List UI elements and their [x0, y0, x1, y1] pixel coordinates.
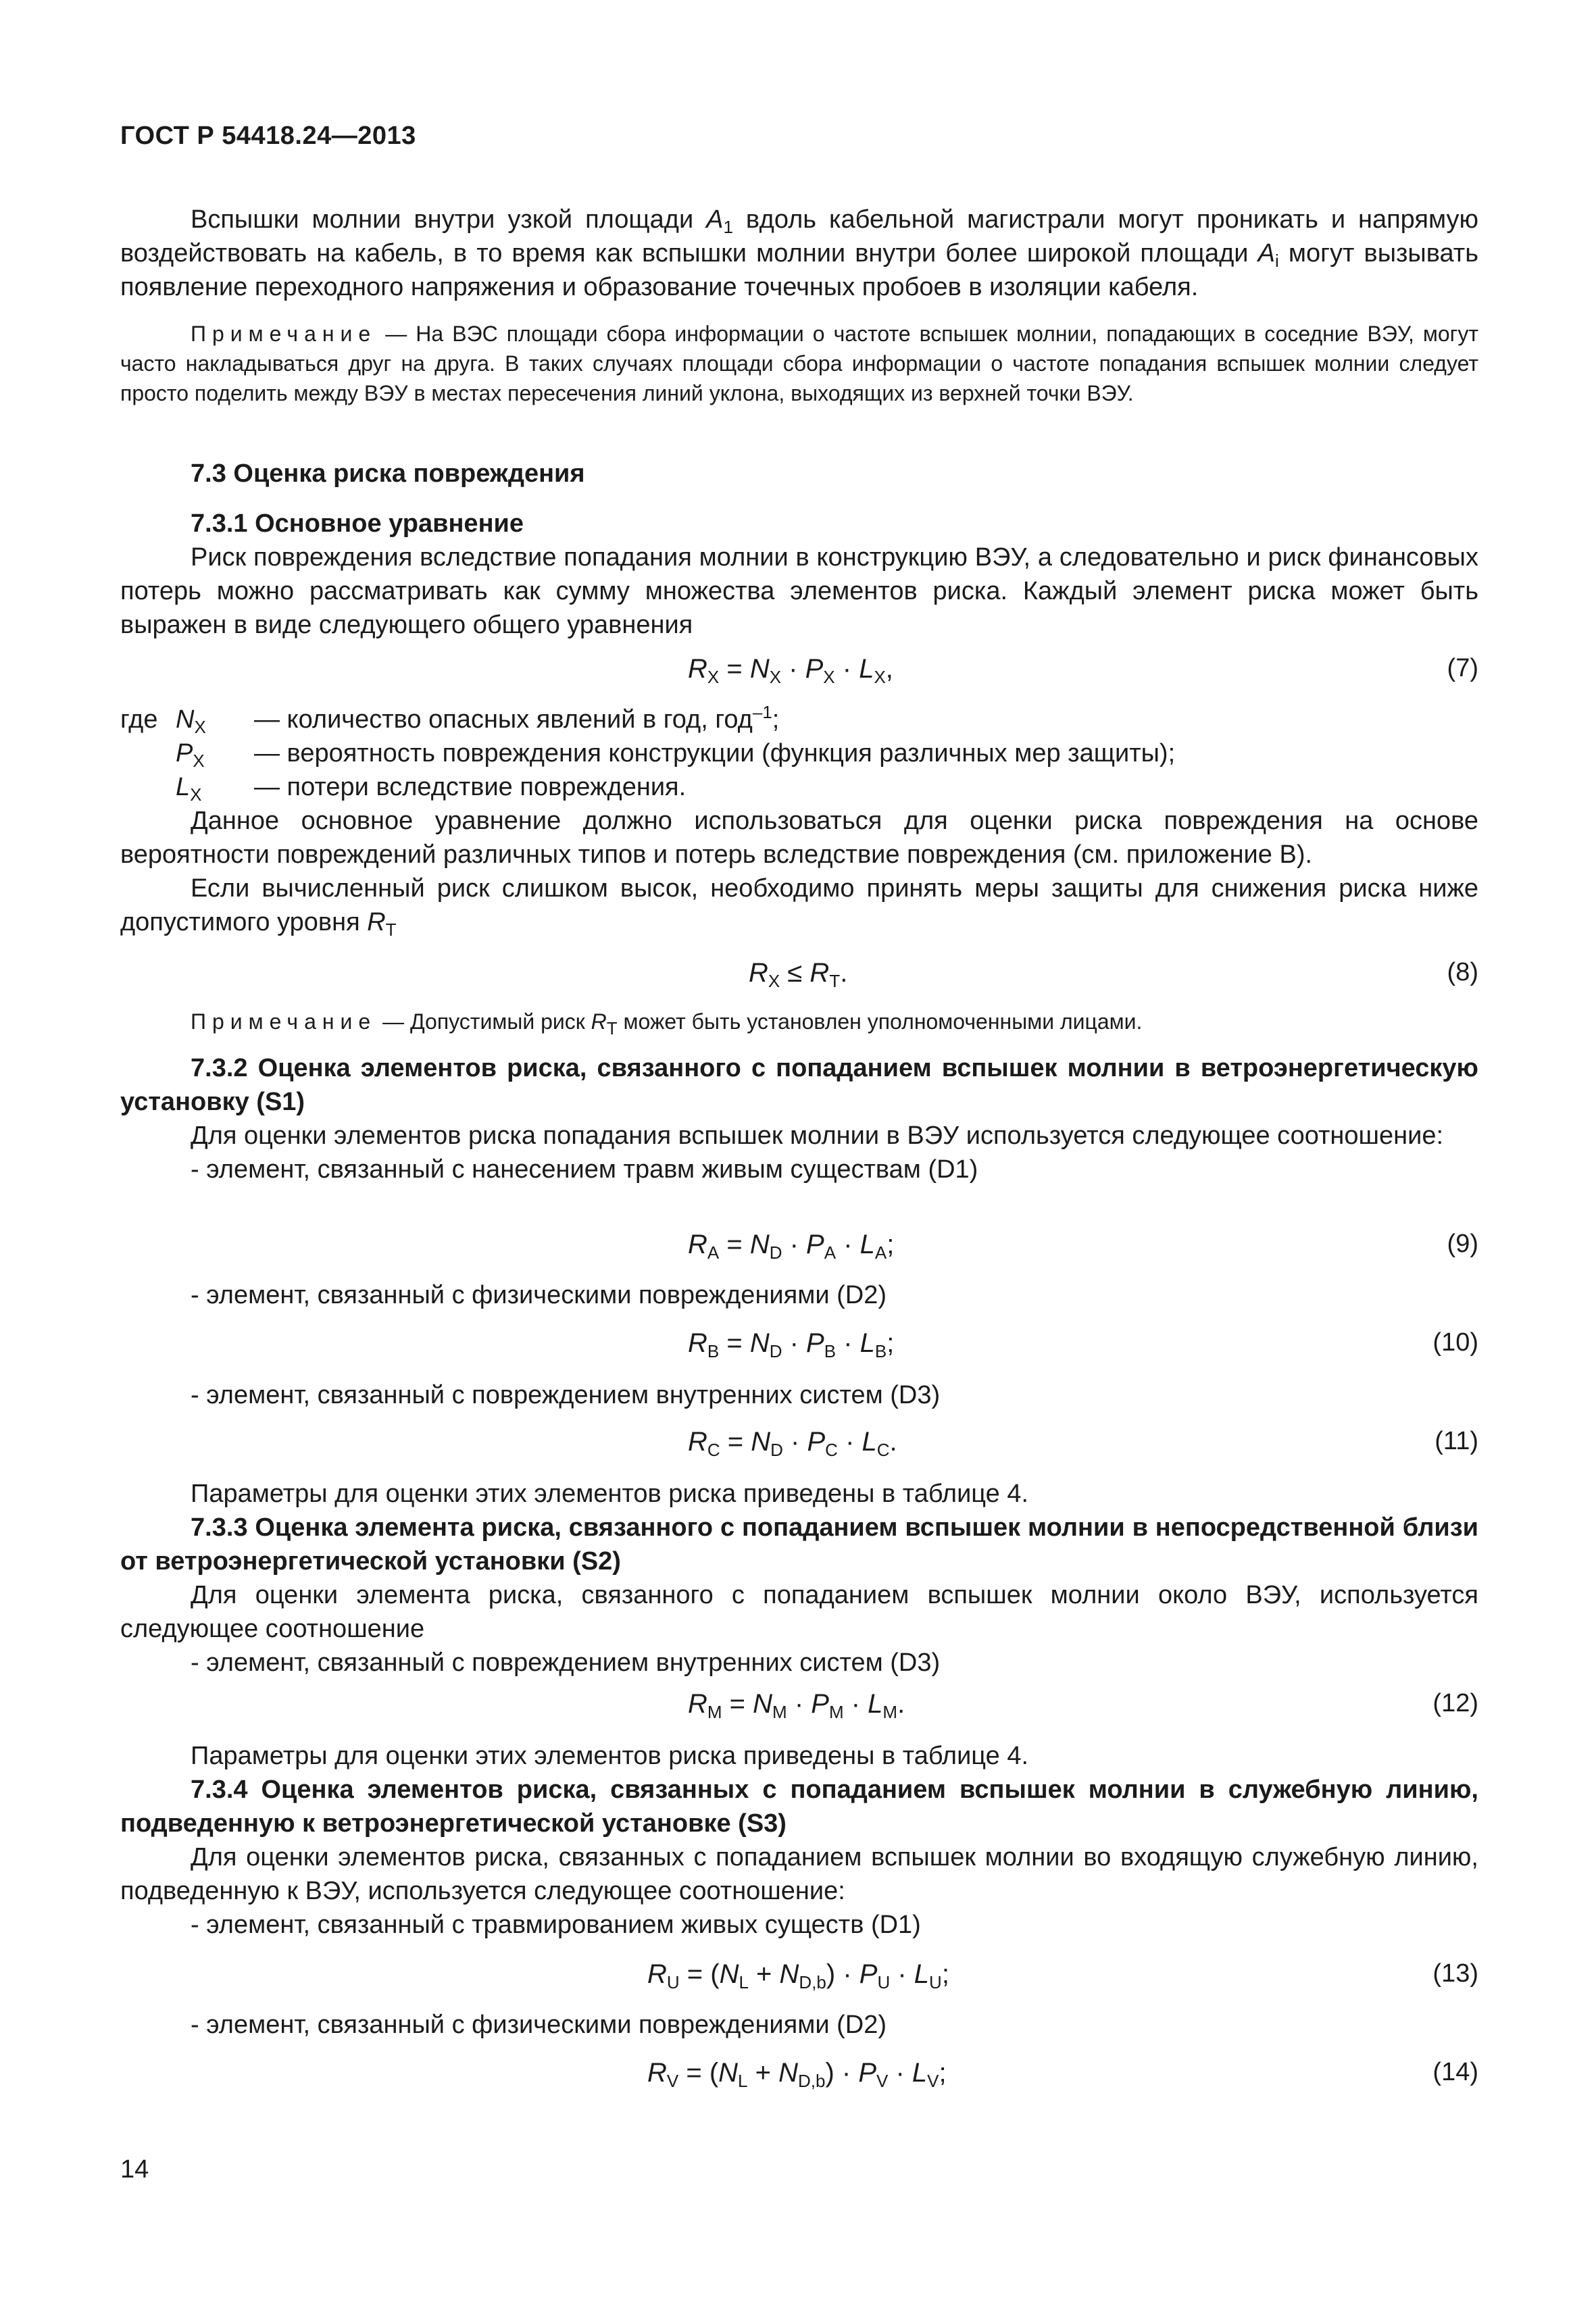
- document-header: ГОСТ Р 54418.24—2013: [120, 122, 416, 150]
- equation-7: $R_X = N_X \cdot P_X \cdot L_X$, (7): [688, 654, 1478, 687]
- equation-13-number: (13): [1432, 1959, 1478, 1988]
- list-item-s3-d1: - элемент, связанный с травмированием живых существ (D1): [191, 1911, 921, 1939]
- list-item-d1: - элемент, связанный с нанесением травм живым существам (D1): [191, 1155, 978, 1184]
- section-7-3-3-title: 7.3.3 Оценка элемента риска, связанного с попаданием вспышек молнии в непосредственной близи от ветроэнергетической установки (S2): [120, 1513, 1478, 1576]
- equation-10: $R_B = N_D \cdot P_B \cdot L_B$; (10): [688, 1328, 1478, 1361]
- equation-7-number: (7): [1447, 654, 1478, 682]
- variable-definitions: [120, 703, 1478, 804]
- note-2-block: [120, 1007, 1478, 1036]
- section-7-3-4-title: 7.3.4 Оценка элементов риска, связанных с попаданием вспышек молнии в служебную линию, подведенную к ветроэнергетической установке (S3): [120, 1776, 1478, 1838]
- equation-14: $R_V = (N_L + N_{D,b}) \cdot P_V \cdot L_V$; (14): [647, 2058, 1478, 2091]
- section-7-3-1-paragraph-3: Если вычисленный риск слишком высок, необходимо принять меры защиты для снижения риска ниже допустимого уровня $R_T$: [120, 874, 1478, 940]
- section-7-3-3-paragraph: Для оценки элемента риска, связанного с попаданием вспышек молнии около ВЭУ, используется следующее соотношение: [120, 1581, 1478, 1643]
- equation-8-number: (8): [1447, 958, 1478, 986]
- section-7-3-4-paragraph: Для оценки элементов риска, связанных с попаданием вспышек молнии во входящую служебную линию, подведенную к ВЭУ, используется следующее соотношение:: [120, 1843, 1478, 1905]
- equation-11: $R_C = N_D \cdot P_C \cdot L_C$. (11): [688, 1427, 1478, 1460]
- section-7-3-1-continued: [120, 804, 1478, 939]
- section-7-3-1-title: 7.3.1 Основное уравнение: [191, 509, 524, 538]
- section-7-3-3-end: [120, 1739, 1478, 1773]
- equation-10-number: (10): [1432, 1328, 1478, 1357]
- equation-12-number: (12): [1432, 1689, 1478, 1717]
- section-7-3-1-paragraph-2: Данное основное уравнение должно использоваться для оценки риска повреждения на основе вероятности повреждений различных типов и потерь вследствие повреждения (см. приложение В).: [120, 807, 1478, 869]
- page-number: 14: [120, 2155, 149, 2184]
- intro-section: [120, 203, 1478, 408]
- section-7-3-3-paragraph-2: Параметры для оценки этих элементов риска приведены в таблице 4.: [191, 1742, 1029, 1770]
- list-item-d2-block: [120, 1278, 1478, 1312]
- section-7-3-2-end: [120, 1477, 1478, 1511]
- equation-13: $R_U = (N_L + N_{D,b}) \cdot P_U \cdot L_U$; (13): [647, 1959, 1478, 1992]
- note-2: Примечание — Допустимый риск $R_T$ может быть установлен уполномоченными лицами.: [191, 1009, 1143, 1038]
- equation-9-number: (9): [1447, 1230, 1478, 1258]
- list-item-d3: - элемент, связанный с повреждением внутренних систем (D3): [191, 1381, 941, 1409]
- section-7-3-2-paragraph-2: Параметры для оценки этих элементов риска приведены в таблице 4.: [191, 1480, 1029, 1508]
- list-item-d3-block: [120, 1378, 1478, 1412]
- note-1: Примечание — На ВЭС площади сбора информации о частоте вспышек молнии, попадающих в соседние ВЭУ, могут часто накладываться друг на друга. В таких случаях площади сбора информации о частоте попадания вспышек молнии следует просто поделить между ВЭУ в местах пересечения линий уклона, выходящих из верхней точки ВЭУ.: [120, 322, 1478, 405]
- section-7-3-4: [120, 1773, 1478, 1942]
- list-item-s3-d2: - элемент, связанный с физическими повреждениями (D2): [191, 2011, 887, 2039]
- equation-8: $R_X \le R_T$. (8): [749, 958, 1478, 991]
- section-7-3-1-paragraph: Риск повреждения вследствие попадания молнии в конструкцию ВЭУ, а следовательно и риск финансовых потерь можно рассматривать как сумму множества элементов риска. Каждый элемент риска может быть выражен в виде следующего общего уравнения: [120, 543, 1478, 639]
- section-7-3: [120, 457, 1478, 642]
- section-7-3-2-title: 7.3.2 Оценка элементов риска, связанного с попаданием вспышек молнии в ветроэнергетическую установку (S1): [120, 1054, 1478, 1116]
- section-7-3-2-paragraph: Для оценки элементов риска попадания вспышек молнии в ВЭУ используется следующее соотношение:: [191, 1122, 1444, 1150]
- section-7-3-2: [120, 1051, 1478, 1186]
- definition-lx: $L_X$ — потери вследствие повреждения.: [176, 773, 687, 805]
- section-7-3-title: 7.3 Оценка риска повреждения: [191, 459, 585, 488]
- list-item-d2: - элемент, связанный с физическими повреждениями (D2): [191, 1281, 887, 1309]
- equation-9: $R_A = N_D \cdot P_A \cdot L_A$; (9): [688, 1230, 1478, 1263]
- definition-px: $P_X$ — вероятность повреждения конструкции (функция различных мер защиты);: [176, 739, 1176, 771]
- list-item-s3-d2-block: [120, 2008, 1478, 2042]
- equation-11-number: (11): [1435, 1427, 1478, 1455]
- equation-12: $R_M = N_M \cdot P_M \cdot L_M$. (12): [688, 1689, 1478, 1722]
- section-7-3-3: [120, 1511, 1478, 1680]
- list-item-s2-d3: - элемент, связанный с повреждением внутренних систем (D3): [191, 1649, 941, 1677]
- equation-14-number: (14): [1432, 2058, 1478, 2086]
- definition-nx: где $N_X$ — количество опасных явлений в год, год$^{-1}$;: [120, 702, 780, 737]
- intro-paragraph: Вспышки молнии внутри узкой площади $A_1$ вдоль кабельной магистрали могут проникать и напрямую воздействовать на кабель, в то время как вспышки молнии внутри более широкой площади $A_i$ могут вызывать появление переходного напряжения и образование точечных пробоев в изоляции кабеля.: [120, 205, 1479, 301]
